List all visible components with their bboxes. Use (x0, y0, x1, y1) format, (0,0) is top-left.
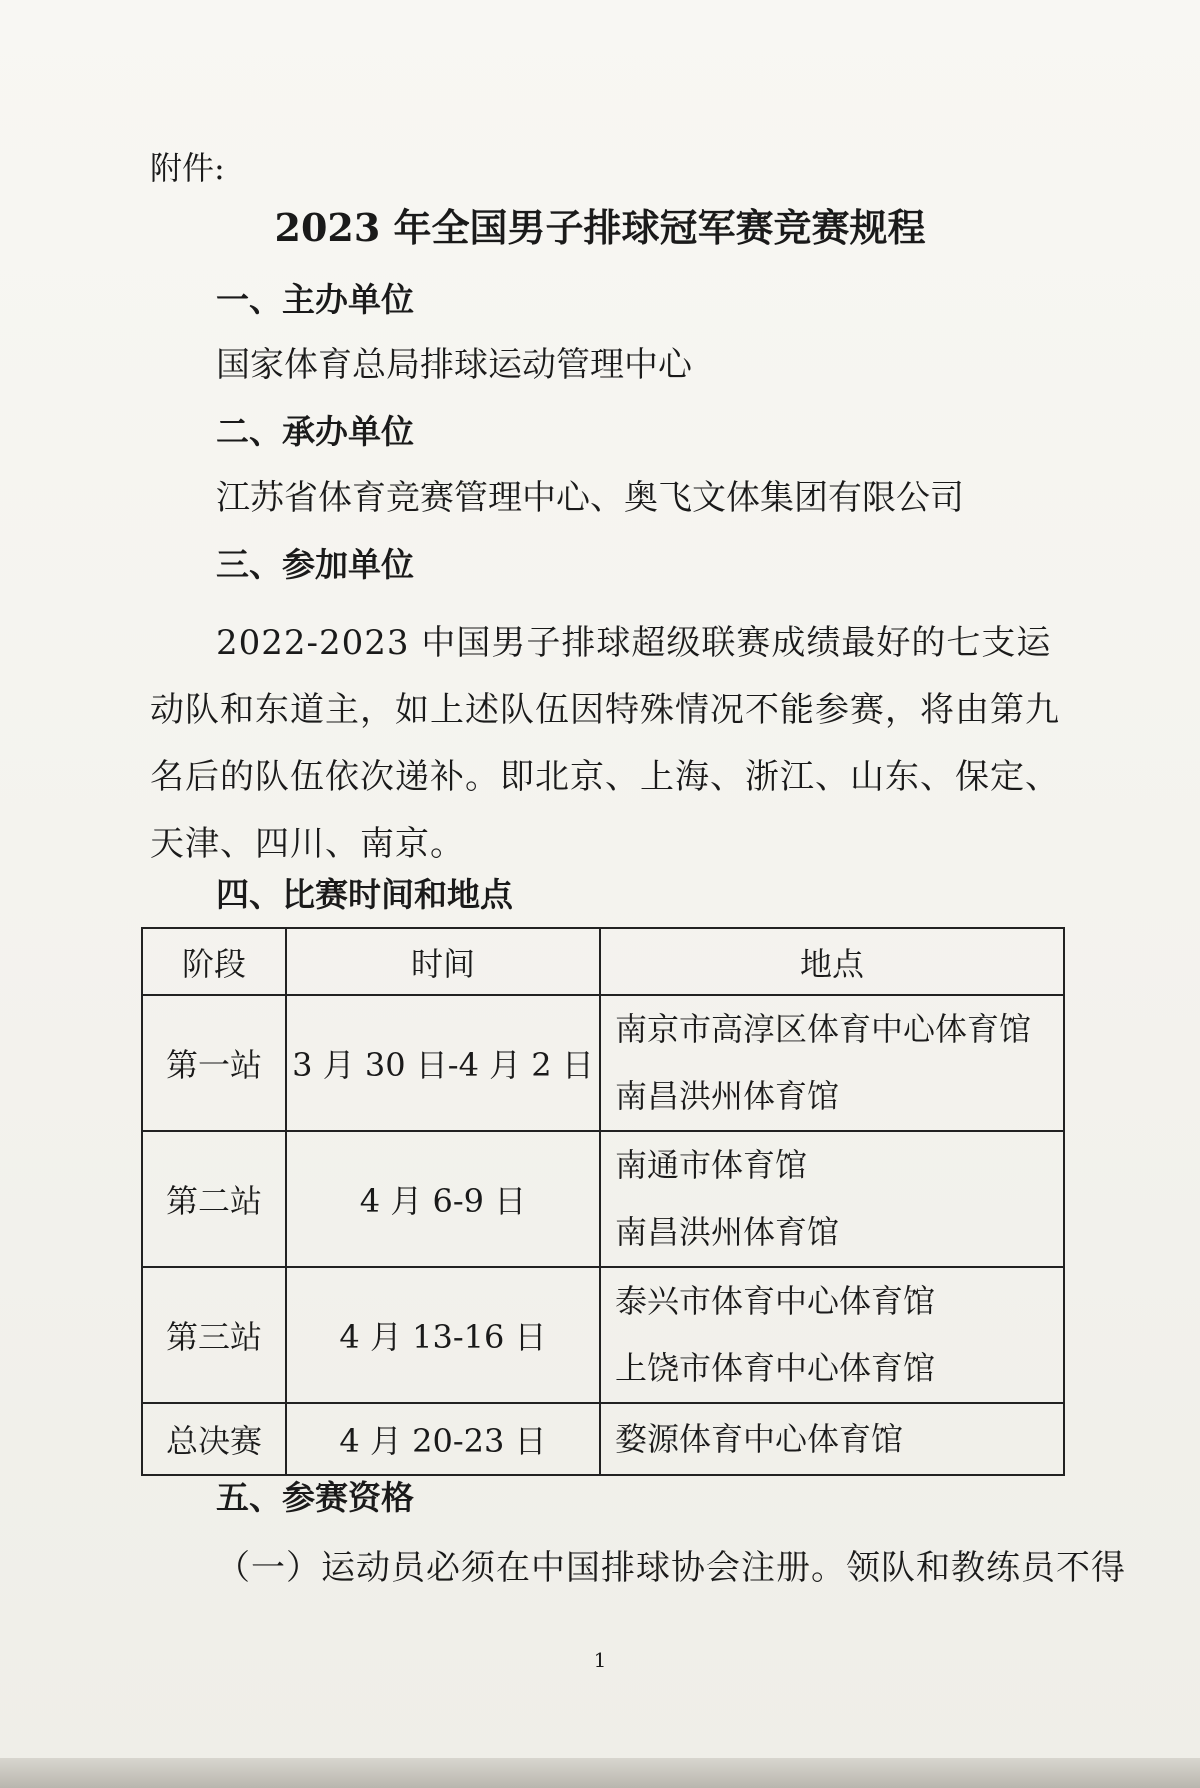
document-title: 2023 年全国男子排球冠军赛竞赛规程 (274, 205, 926, 250)
header-venue: 地点 (600, 928, 1064, 995)
venue-name: 南京市高淳区体育中心体育馆 (615, 1010, 1032, 1048)
table-row (142, 1403, 1064, 1475)
venue-name: 上饶市体育中心体育馆 (615, 1349, 936, 1387)
organizer-text: 国家体育总局排球运动管理中心 (216, 345, 692, 385)
header-stage: 阶段 (142, 928, 286, 995)
date-cell: 4 月 13-16 日 (286, 1267, 600, 1403)
eligibility-text: （一）运动员必须在中国排球协会注册。领队和教练员不得 (216, 1548, 1126, 1588)
date-cell: 4 月 20-23 日 (286, 1403, 600, 1475)
stage-cell: 总决赛 (142, 1403, 286, 1475)
stage-cell: 第一站 (142, 995, 286, 1131)
venue-cell (600, 1403, 1064, 1475)
section-heading-host: 二、承办单位 (216, 412, 414, 451)
table-row (142, 995, 1064, 1131)
header-date: 时间 (286, 928, 600, 995)
section-heading-organizer: 一、主办单位 (216, 280, 414, 319)
section-heading-participants: 三、参加单位 (216, 545, 414, 584)
venue-name: 南昌洪州体育馆 (615, 1077, 840, 1115)
venue-name: 南通市体育馆 (615, 1146, 808, 1184)
page-number: 1 (593, 1648, 607, 1672)
venue-cell (600, 1267, 1064, 1403)
venue-cell (600, 995, 1064, 1131)
venue-name: 泰兴市体育中心体育馆 (615, 1282, 936, 1320)
attachment-label: 附件: (150, 149, 225, 187)
section-heading-schedule: 四、比赛时间和地点 (216, 875, 513, 914)
date-cell: 3 月 30 日-4 月 2 日 (286, 995, 600, 1131)
schedule-header-row (142, 928, 1064, 995)
host-text: 江苏省体育竞赛管理中心、奥飞文体集团有限公司 (216, 478, 964, 518)
table-row (142, 1131, 1064, 1267)
venue-cell (600, 1131, 1064, 1267)
date-cell: 4 月 6-9 日 (286, 1131, 600, 1267)
participants-paragraph: 2022-2023 中国男子排球超级联赛成绩最好的七支运动队和东道主，如上述队伍因特殊情况不能参赛，将由第九名后的队伍依次递补。即北京、上海、浙江、山东、保定、天津、四川、南京。 (150, 623, 1060, 864)
table-row (142, 1267, 1064, 1403)
section-heading-eligibility: 五、参赛资格 (216, 1478, 414, 1517)
page-edge-shadow (0, 1758, 1200, 1788)
stage-cell: 第二站 (142, 1131, 286, 1267)
venue-name: 南昌洪州体育馆 (615, 1213, 840, 1251)
schedule-table (141, 927, 1065, 1476)
stage-cell: 第三站 (142, 1267, 286, 1403)
venue-name: 婺源体育中心体育馆 (615, 1419, 904, 1458)
